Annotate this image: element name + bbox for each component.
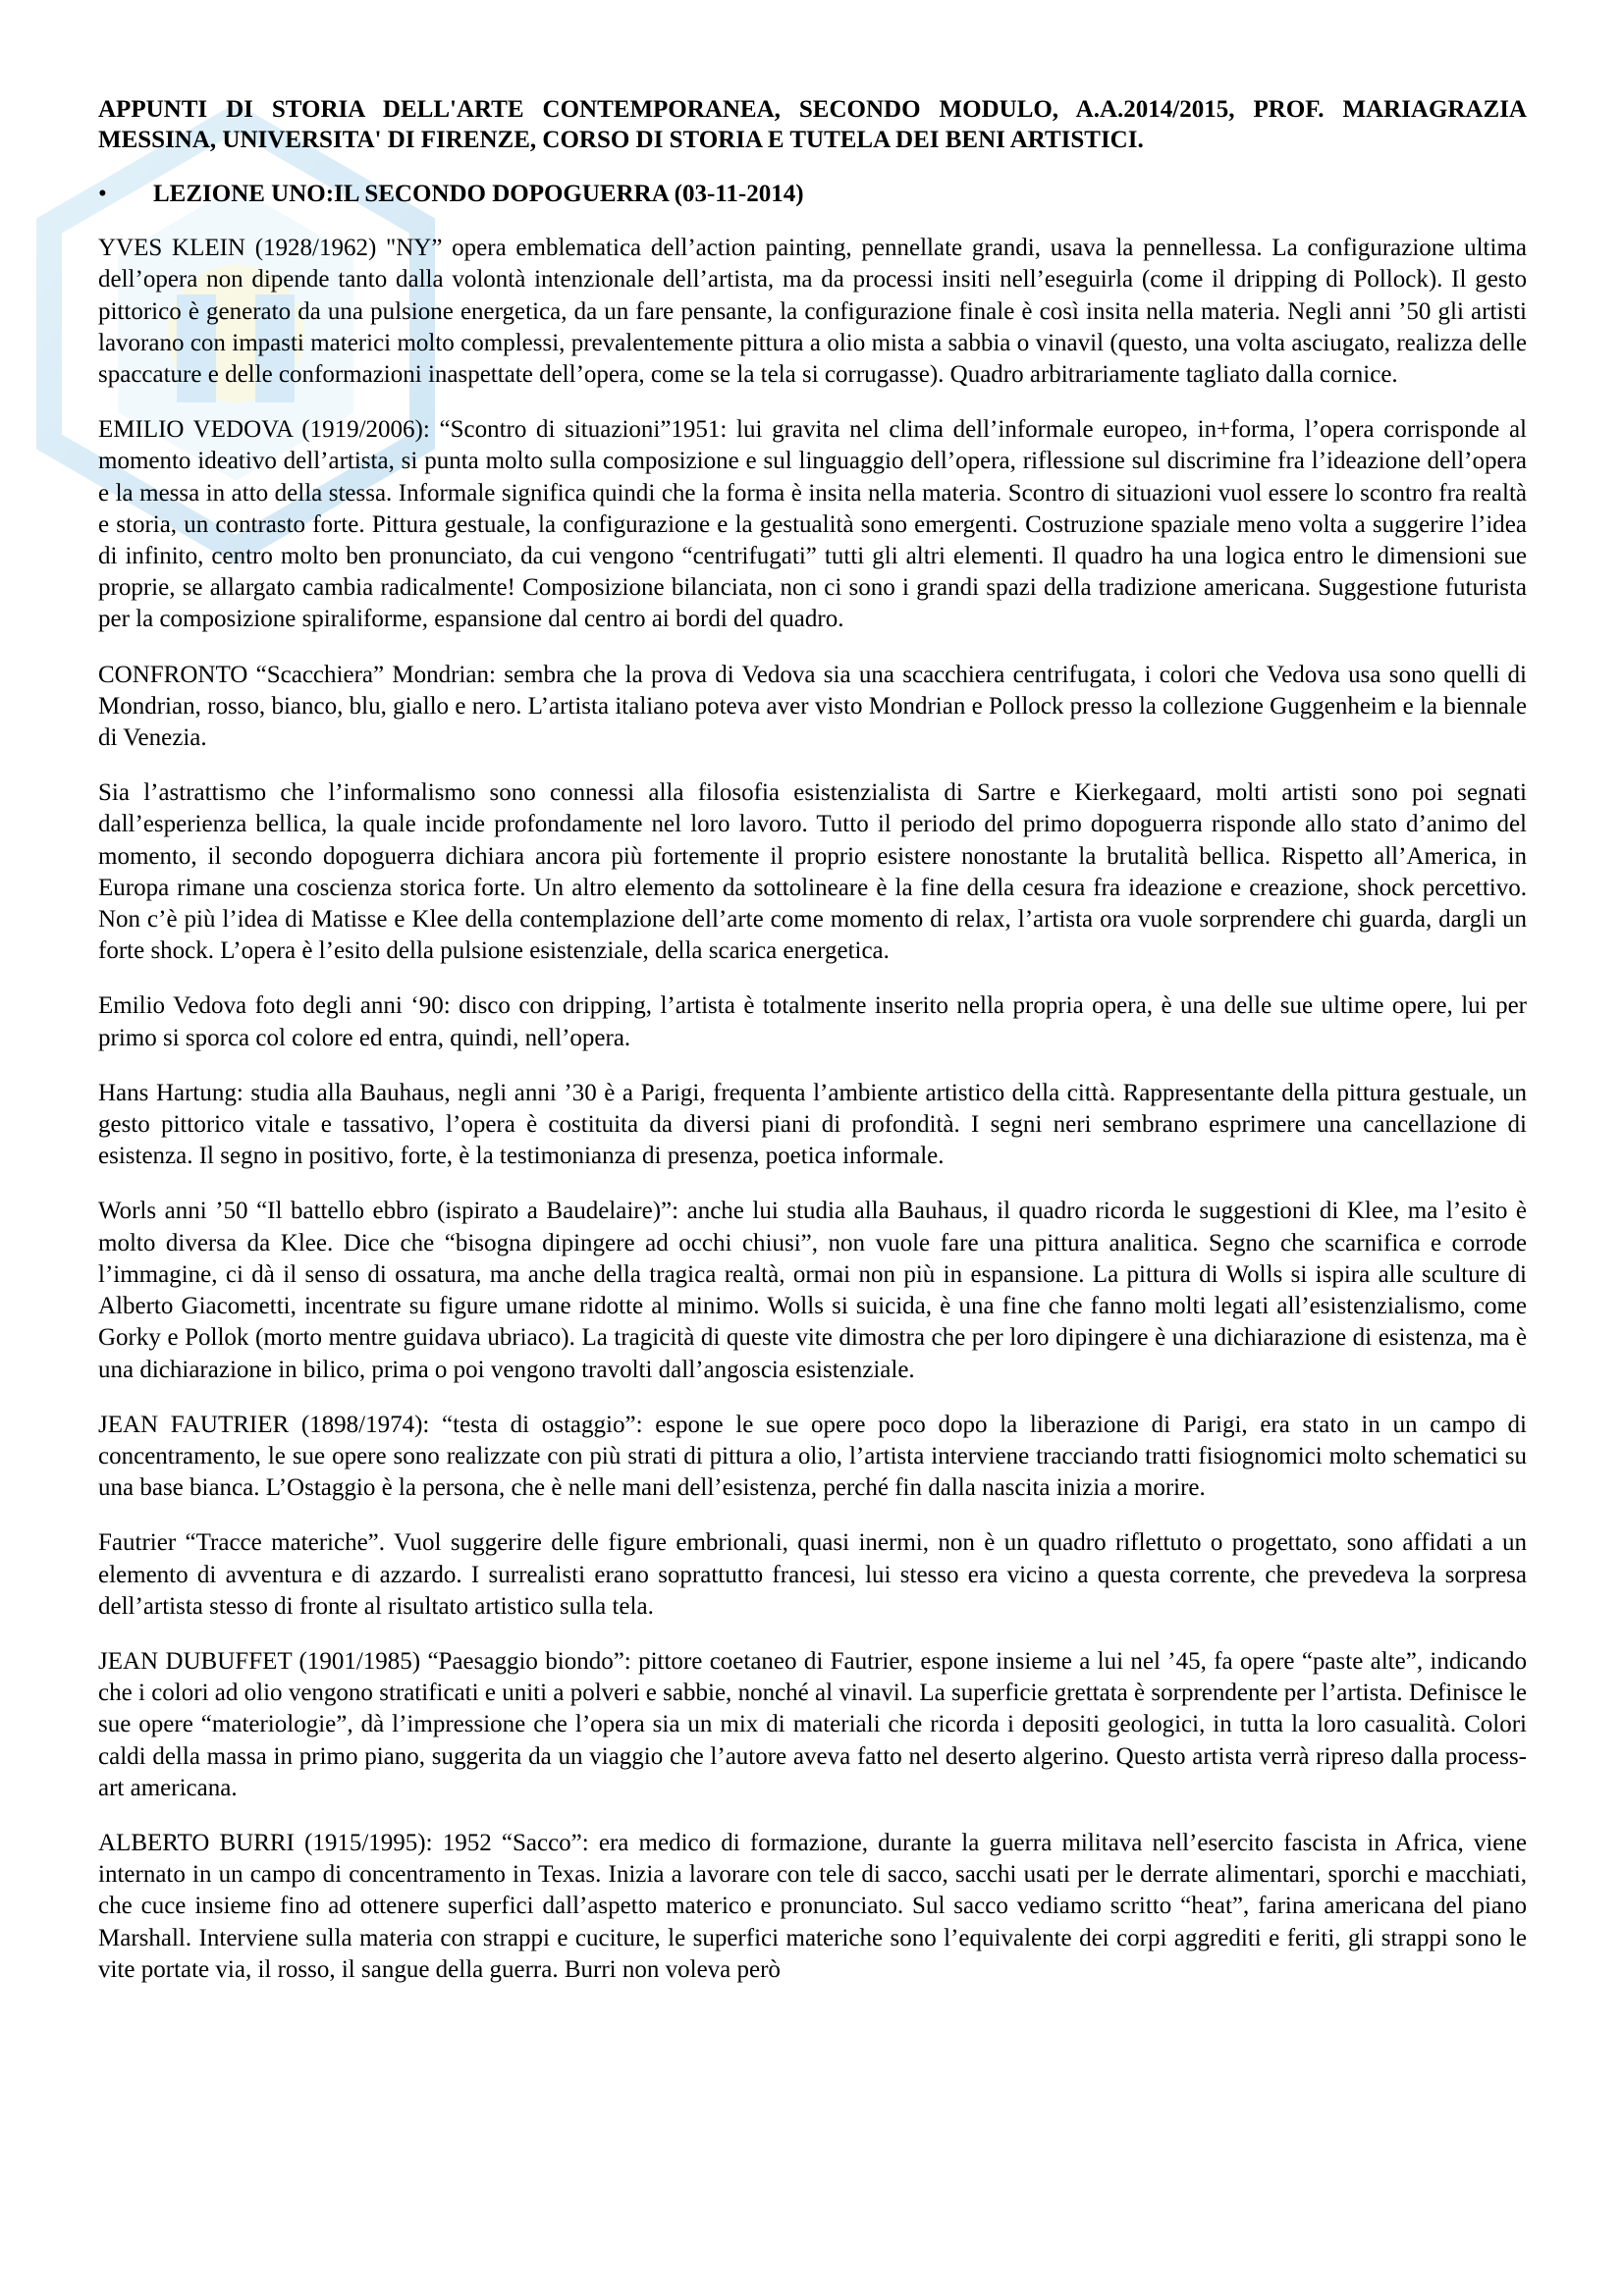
document-title: APPUNTI DI STORIA DELL'ARTE CONTEMPORANEA, SECONDO MODULO, A.A.2014/2015, PROF. MARIAGRAZIA MESSINA, UNIVERSITA' DI FIRENZE, CORSO DI STORIA E TUTELA DEI BENI ARTISTICI. [98, 96, 1527, 153]
paragraph-yves-klein: YVES KLEIN (1928/1962) "NY” opera emblematica dell’action painting, pennellate grandi, usava la pennellessa. La configurazione ultima dell’opera non dipende tanto dalla volontà intenzionale dell’artista, ma da processi insiti nell’eseguirla (come il dripping di Pollock). Il gesto pittorico è generato da una pulsione energetica, da un fare pensante, la configurazione finale è così insita nella materia. Negli anni ’50 gli artisti lavorano con impasti materici molto complessi, prevalentemente pittura a olio mista a sabbia o vinavil (questo, una volta asciugato, realizza delle spaccature e delle conformazioni inaspettate dell’opera, come se la tela si corrugasse). Quadro arbitrariamente tagliato dalla cornice. [98, 235, 1527, 389]
paragraph-jean-fautrier: JEAN FAUTRIER (1898/1974): “testa di ostaggio”: espone le sue opere poco dopo la liberazione di Parigi, era stato in un campo di concentramento, le sue opere sono realizzate con più strati di pittura a olio, l’artista interviene tracciando tratti fisiognomici molto schematici su una base bianca. L’Ostaggio è la persona, che è nelle mani dell’esistenza, perché fin dalla nascita inizia a morire. [98, 1411, 1527, 1502]
paragraph-confronto-mondrian: CONFRONTO “Scacchiera” Mondrian: sembra che la prova di Vedova sia una scacchiera centrifugata, i colori che Vedova usa sono quelli di Mondrian, rosso, bianco, blu, giallo e nero. L’artista italiano poteva aver visto Mondrian e Pollock presso la collezione Guggenheim e la biennale di Venezia. [98, 661, 1527, 752]
paragraph-astrattismo-informalismo: Sia l’astrattismo che l’informalismo sono connessi alla filosofia esistenzialista di Sartre e Kierkegaard, molti artisti sono poi segnati dall’esperienza bellica, la quale incide profondamente nel loro lavoro. Tutto il periodo del primo dopoguerra risponde allo stato d’animo del momento, il secondo dopoguerra dichiara ancora più fortemente il proprio esistere nonostante la brutalità bellica. Rispetto all’America, in Europa rimane una coscienza storica forte. Un altro elemento da sottolineare è la fine della cesura fra ideazione e creazione, shock percettivo. Non c’è più l’idea di Matisse e Klee della contemplazione dell’arte come momento di relax, l’artista ora vuole sorprendere chi guarda, dargli un forte shock. L’opera è l’esito della pulsione esistenziale, della scarica energetica. [98, 779, 1527, 965]
paragraph-wols: Worls anni ’50 “Il battello ebbro (ispirato a Baudelaire)”: anche lui studia alla Bauhaus, il quadro ricorda le suggestioni di Klee, ma l’esito è molto diversa da Klee. Dice che “bisogna dipingere ad occhi chiusi”, non vuole fare una pittura analitica. Segno che scarnifica e corrode l’immagine, ci dà il senso di ossatura, ma anche della tragica realtà, ormai non più in espansione. La pittura di Wolls si ispira alle sculture di Alberto Giacometti, incentrate su figure umane ridotte al minimo. Wolls si suicida, è una fine che fanno molti legati all’esistenzialismo, come Gorky e Pollok (morto mentre guidava ubriaco). La tragicità di queste vite dimostra che per loro dipingere è una dichiarazione di esistenza, ma è una dichiarazione in bilico, prima o poi vengono travolti dall’angoscia esistenziale. [98, 1198, 1527, 1383]
paragraph-hans-hartung: Hans Hartung: studia alla Bauhaus, negli anni ’30 è a Parigi, frequenta l’ambiente artistico della città. Rappresentante della pittura gestuale, un gesto pittorico vitale e tassativo, l’opera è costituita da diversi piani di profondità. I segni neri sembrano esprimere una cancellazione di esistenza. Il segno in positivo, forte, è la testimonianza di presenza, poetica informale. [98, 1079, 1527, 1170]
paragraph-emilio-vedova: EMILIO VEDOVA (1919/2006): “Scontro di situazioni”1951: lui gravita nel clima dell’informale europeo, in+forma, l’opera corrisponde al momento ideativo dell’artista, si punta molto sulla composizione e sul linguaggio dell’opera, riflessione sul discrimine fra l’ideazione dell’opera e la messa in atto della stessa. Informale significa quindi che la forma è insita nella materia. Scontro di situazioni vuol essere lo scontro fra realtà e storia, un contrasto forte. Pittura gestuale, la configurazione e la gestualità sono emergenti. Costruzione spaziale meno volta a suggerire l’idea di infinito, centro molto ben pronunciato, da cui vengono “centrifugati” tutti gli altri elementi. Il quadro ha una logica entro le dimensioni sue proprie, se allargato cambia radicalmente! Composizione bilanciata, non ci sono i grandi spazi della tradizione americana. Suggestione futurista per la composizione spiraliforme, espansione dal centro ai bordi del quadro. [98, 416, 1527, 633]
paragraph-jean-dubuffet: JEAN DUBUFFET (1901/1985) “Paesaggio biondo”: pittore coetaneo di Fautrier, espone insieme a lui nel ’45, fa opere “paste alte”, indicando che i colori ad olio vengono stratificati e uniti a polveri e sabbie, nonché al vinavil. La superficie grettata è sorprendente per l’artista. Definisce le sue opere “materiologie”, dà l’impressione che l’opera sia un mix di materiali che ricorda i depositi geologici, in tutta la loro casualità. Colori caldi della massa in primo piano, suggerita da un viaggio che l’autore aveva fatto nel deserto algerino. Questo artista verrà ripreso dalla process-art americana. [98, 1647, 1527, 1801]
bullet-icon: • [98, 181, 107, 207]
paragraph-vedova-foto: Emilio Vedova foto degli anni ‘90: disco con dripping, l’artista è totalmente inserito nella propria opera, è una delle sue ultime opere, lui per primo si sporca col colore ed entra, quindi, nell’opera. [98, 992, 1527, 1051]
paragraph-alberto-burri: ALBERTO BURRI (1915/1995): 1952 “Sacco”: era medico di formazione, durante la guerra militava nell’esercito fascista in Africa, viene internato in un campo di concentramento in Texas. Inizia a lavorare con tele di sacco, sacchi usati per le derrate alimentari, sporchi e macchiati, che cuce insieme fino ad ottenere superfici dall’aspetto materico e pronunciato. Sul sacco vediamo scritto “heat”, farina americana del piano Marshall. Interviene sulla materia con strappi e cuciture, le superfici materiche sono l’equivalente dei corpi aggrediti e feriti, gli strappi sono le vite portate via, il rosso, il sangue della guerra. Burri non voleva però [98, 1829, 1527, 1983]
lesson-heading-row [98, 179, 1527, 210]
document-body [98, 94, 1527, 2009]
lesson-heading: LEZIONE UNO:IL SECONDO DOPOGUERRA (03-11-2014) [153, 181, 804, 207]
paragraph-fautrier-tracce: Fautrier “Tracce materiche”. Vuol suggerire delle figure embrionali, quasi inermi, non è un quadro riflettuto o progettato, sono affidati a un elemento di avventura e di azzardo. I surrealisti erano soprattutto francesi, lui stesso era vicino a questa corrente, che prevedeva la sorpresa dell’artista stesso di fronte al risultato artistico sulla tela. [98, 1529, 1527, 1620]
